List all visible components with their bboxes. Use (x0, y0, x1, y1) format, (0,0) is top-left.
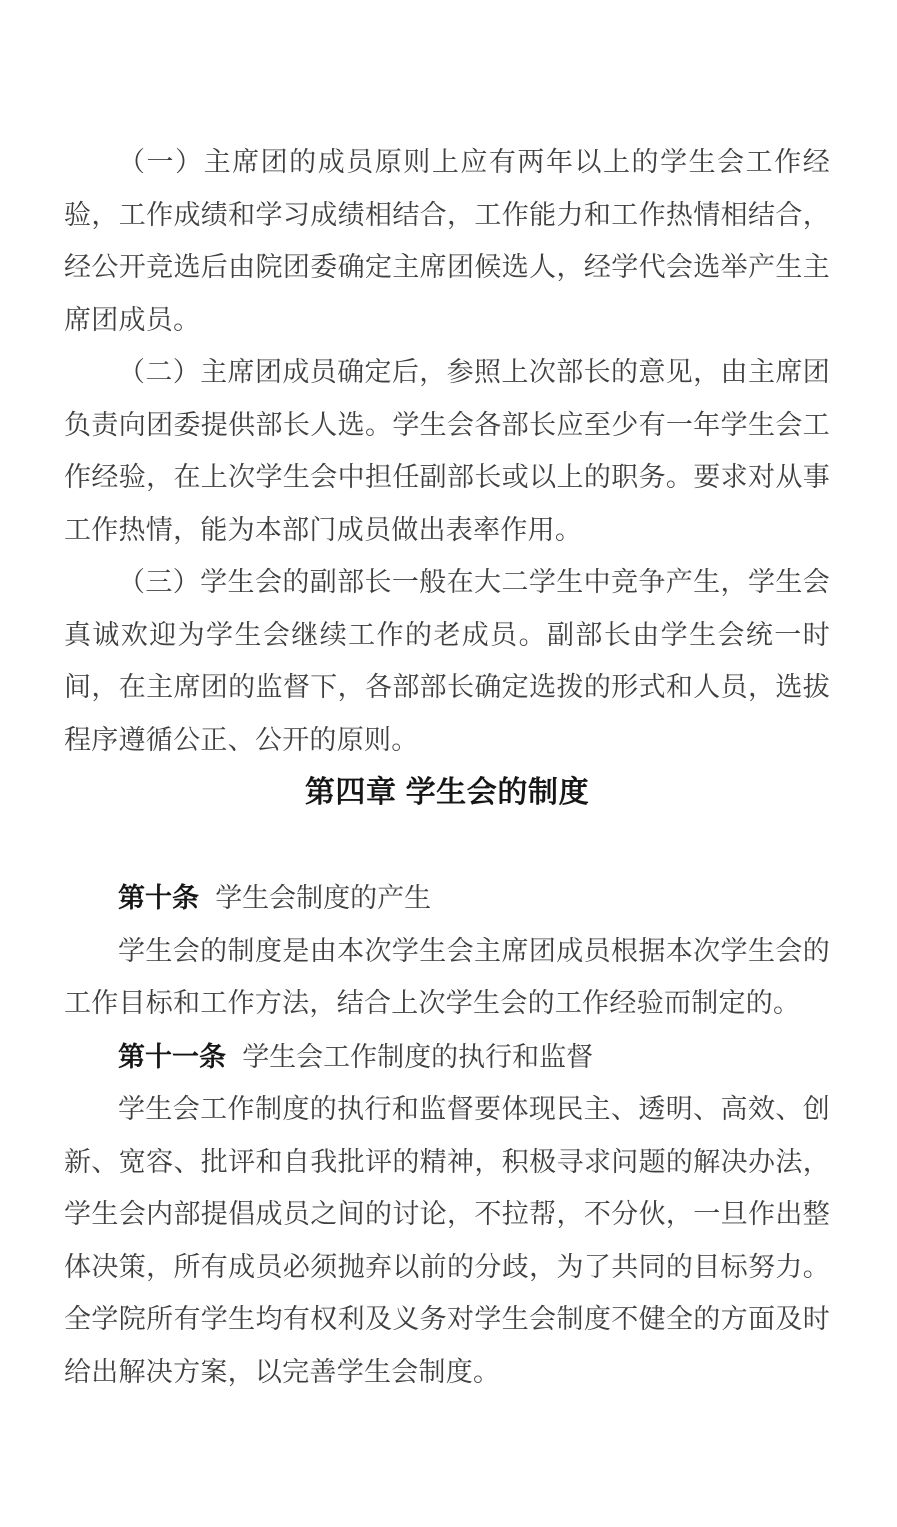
article-11-body: 学生会工作制度的执行和监督要体现民主、透明、高效、创新、宽容、批评和自我批评的精神，积极寻求问题的解决办法，学生会内部提倡成员之间的讨论，不拉帮，不分伙，一旦作出整体决策，所有成员必须抛弃以前的分歧，为了共同的目标努力。全学院所有学生均有权利及义务对学生会制度不健全的方面及时给出解决方案，以完善学生会制度。 (64, 1094, 830, 1388)
chapter-heading: 第四章 学生会的制度 (304, 776, 590, 809)
article-10-number: 第十条 (118, 883, 199, 913)
article-11-heading (64, 1031, 830, 1085)
document-content (64, 137, 830, 1399)
article-11-title: 学生会工作制度的执行和监督 (242, 1041, 594, 1073)
clause-paragraph-2: （二）主席团成员确定后，参照上次部长的意见，由主席团负责向团委提供部长人选。学生会各部长应至少有一年学生会工作经验，在上次学生会中担任副部长或以上的职务。要求对从事工作热情，能为本部门成员做出表率作用。 (64, 357, 830, 546)
article-11-number: 第十一条 (118, 1041, 226, 1072)
article-10-title: 学生会制度的产生 (215, 883, 432, 914)
article-10-heading (64, 872, 830, 926)
article-10-body: 学生会的制度是由本次学生会主席团成员根据本次学生会的工作目标和工作方法，结合上次学生会的工作经验而制定的。 (64, 935, 830, 1019)
clause-paragraph-1: （一）主席团的成员原则上应有两年以上的学生会工作经验，工作成绩和学习成绩相结合，工作能力和工作热情相结合，经公开竞选后由院团委确定主席团候选人，经学代会选举产生主席团成员。 (64, 147, 830, 336)
clause-paragraph-3: （三）学生会的副部长一般在大二学生中竞争产生，学生会真诚欢迎为学生会继续工作的老成员。副部长由学生会统一时间，在主席团的监督下，各部部长确定选拨的形式和人员，选拔程序遵循公正、公开的原则。 (64, 567, 830, 756)
